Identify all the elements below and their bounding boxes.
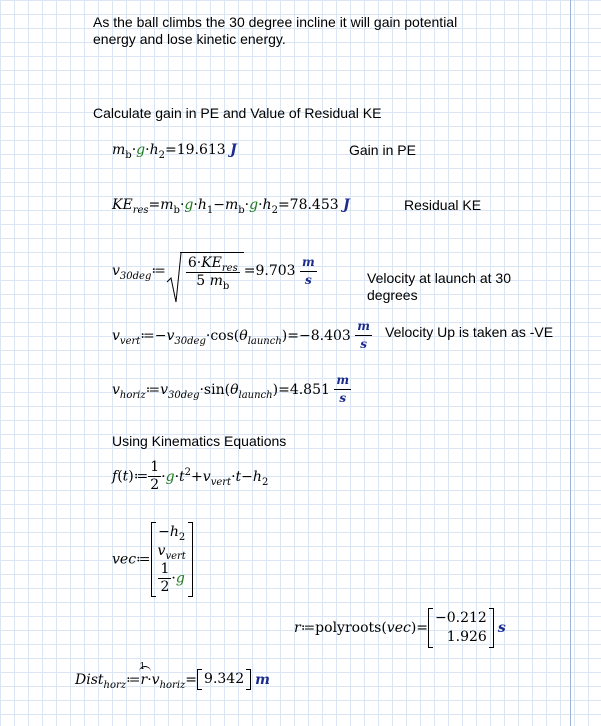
equation-dist-horz[interactable]: Dist$_{horz}$≔ 1 $r\cdot v_{horiz}=$ 9.342 m [75,661,270,691]
vec-matrix: $-h_2$ $v_{vert}$ $\frac{1}{2}$ ·g [151,522,193,597]
equation-pe-gain[interactable]: $m_b\cdot g\cdot h_2=19.613$ J [112,142,237,161]
page-margin-line [570,0,571,726]
vhoriz-result: 4.851 [289,381,330,398]
dist-matrix [197,669,251,690]
v30-result: 9.703 [255,263,296,279]
roots-unit: s [497,620,506,636]
section-heading: Calculate gain in PE and Value of Residual KE [93,105,382,121]
equation-v30deg[interactable]: $v_{30deg}≔$ $\frac{6\cdot KE_{res}}{5 m_b}$ =9.703 $\frac{m}{s}$ [112,252,317,290]
note-velocity-launch-1: Velocity at launch at 30 [367,270,511,286]
pe-result: 19.613 [176,142,226,158]
dist-result: 9.342 [204,671,245,687]
dist-unit: m [255,671,270,688]
equation-ke-residual[interactable]: $KE_{res}=m_b\cdot g\cdot h_1-m_b\cdot g\cdot h_2=78.453$ J [112,197,350,216]
root-2: 1.926 [446,629,487,645]
note-velocity-up: Velocity Up is taken as -VE [385,324,554,340]
equation-v-vert[interactable]: $v_{vert}≔-v_{30deg}\cdot\cos(\theta_{launch})=-8.403$ $\frac{m}{s}$ [112,319,370,351]
equation-vec[interactable]: vec≔ $-h_2$ $v_{vert}$ $\frac{1}{2}$ ·g [112,522,193,597]
intro-line-2: energy and lose kinetic energy. [93,31,286,47]
note-velocity-launch-2: degrees [367,287,418,303]
intro-line-1: As the ball climbs the 30 degree incline it will gain potential [93,14,458,30]
equation-roots[interactable]: r≔polyroots(vec)= −0.212 1.926 s [294,608,506,648]
vvert-result: −8.403 [298,327,351,344]
note-residual-ke: Residual KE [404,197,482,213]
vectorize-operator: 1 r [141,671,148,689]
pe-unit: J [230,142,237,158]
equation-f-t[interactable]: f(t)≔ $\frac{1}{2}$ $\cdot g\cdot t^2+v_{vert}\cdot t-h_2$ [112,459,269,493]
ke-unit: J [343,197,350,213]
note-gain-pe: Gain in PE [349,142,416,158]
polyroots-func: polyroots [315,620,382,636]
root-1: −0.212 [435,610,487,626]
sqrt-symbol: $\frac{6\cdot KE_{res}}{5 m_b}$ [166,252,244,290]
kinematics-heading: Using Kinematics Equations [112,433,287,449]
ke-result: 78.453 [289,197,339,213]
equation-v-horiz[interactable]: $v_{horiz}≔v_{30deg}\cdot\sin(\theta_{launch})=4.851$ $\frac{m}{s}$ [112,373,350,405]
roots-matrix [428,608,494,648]
